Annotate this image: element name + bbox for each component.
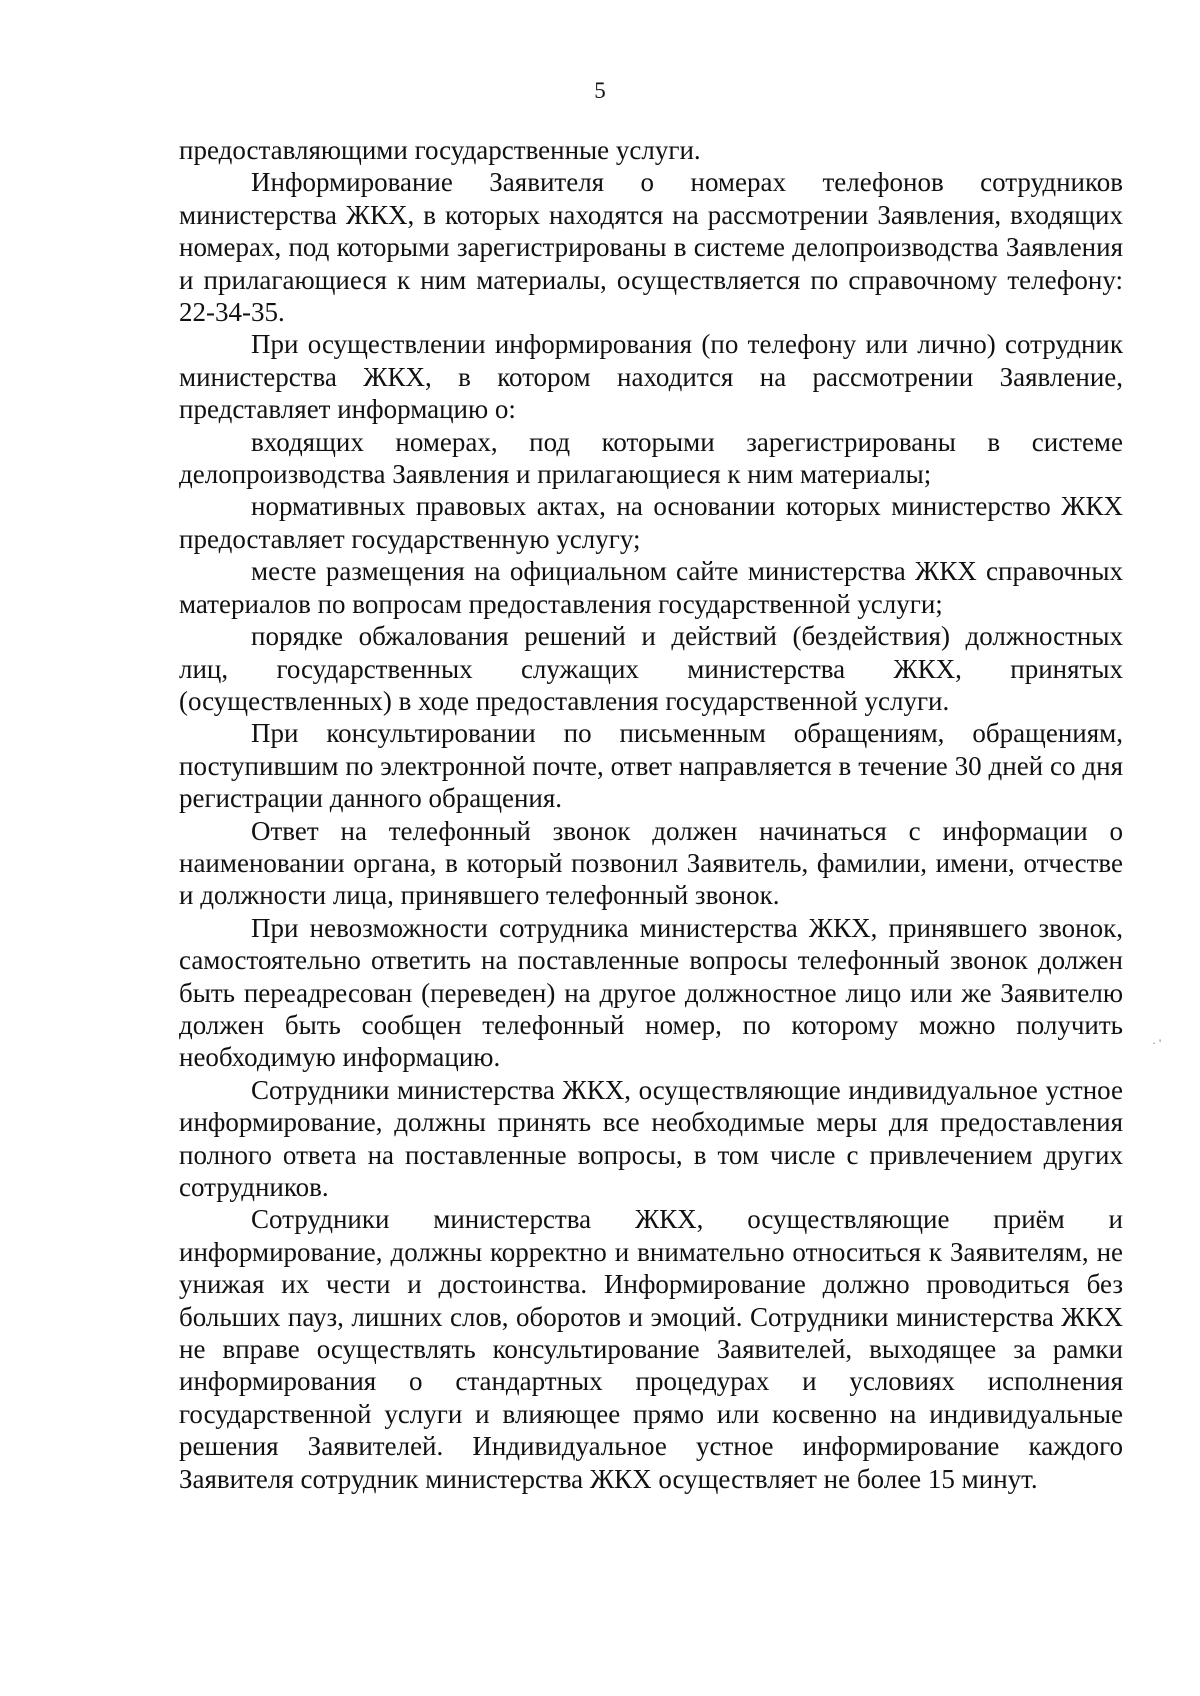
paragraph-list-item: входящих номерах, под которыми зарегистрированы в системе делопроизводства Заявления и прилагающиеся к ним материалы; bbox=[179, 426, 1123, 490]
paragraph: При консультировании по письменным обращениям, обращениям, поступившим по электронной почте, ответ направляется в течение 30 дней со дня регистрации данного обращения. bbox=[179, 718, 1123, 814]
paragraph: При невозможности сотрудника министерства ЖКХ, принявшего звонок, самостоятельно ответить на поставленные вопросы телефонный звонок должен быть переадресован (переведен) на другое должностное лицо или же Заявителю должен быть сообщен телефонный номер, по которому можно получить необходимую информацию. bbox=[179, 912, 1123, 1073]
page-number: 5 bbox=[594, 78, 606, 103]
paragraph: При осуществлении информирования (по телефону или лично) сотрудник министерства ЖКХ, в котором находится на рассмотрении Заявление, представляет информацию о: bbox=[179, 329, 1123, 425]
paragraph: Сотрудники министерства ЖКХ, осуществляющие индивидуальное устное информирование, должны принять все необходимые меры для предоставления полного ответа на поставленные вопросы, в том числе с привлечением других сотрудников. bbox=[179, 1074, 1123, 1202]
paragraph-list-item: нормативных правовых актах, на основании которых министерство ЖКХ предоставляет государственную услугу; bbox=[179, 491, 1123, 554]
paragraph: Сотрудники министерства ЖКХ, осуществляющие приём и информирование, должны корректно и внимательно относиться к Заявителям, не унижая их чести и достоинства. Информирование должно проводиться без больших пауз, лишних слов, оборотов и эмоций. Сотрудники министерства ЖКХ не вправе осуществлять консультирование Заявителей, выходящее за рамки информирования о стандартных процедурах и условиях исполнения государственной услуги и влияющее прямо или косвенно на индивидуальные решения Заявителей. Индивидуальное устное информирование каждого Заявителя сотрудник министерства ЖКХ осуществляет не более 15 минут. bbox=[179, 1204, 1123, 1494]
paragraph-continuation: предоставляющими государственные услуги. bbox=[179, 135, 701, 165]
paragraph: Информирование Заявителя о номерах телефонов сотрудников министерства ЖКХ, в которых находятся на рассмотрении Заявления, входящих номерах, под которыми зарегистрированы в системе делопроизводства Заявления и прилагающиеся к ним материалы, осуществляется по справочному телефону: 22-34-35. bbox=[179, 167, 1123, 328]
paragraph-list-item: месте размещения на официальном сайте министерства ЖКХ справочных материалов по вопросам предоставления государственной услуги; bbox=[179, 556, 1123, 619]
scan-speck: · ' bbox=[1152, 1036, 1162, 1050]
paragraph: Ответ на телефонный звонок должен начинаться с информации о наименовании органа, в который позвонил Заявитель, фамилии, имени, отчестве и должности лица, принявшего телефонный звонок. bbox=[179, 815, 1123, 911]
document-body bbox=[179, 134, 1123, 1495]
paragraph-list-item: порядке обжалования решений и действий (бездействия) должностных лиц, государственных служащих министерства ЖКХ, принятых (осуществленных) в ходе предоставления государственной услуги. bbox=[179, 621, 1123, 716]
